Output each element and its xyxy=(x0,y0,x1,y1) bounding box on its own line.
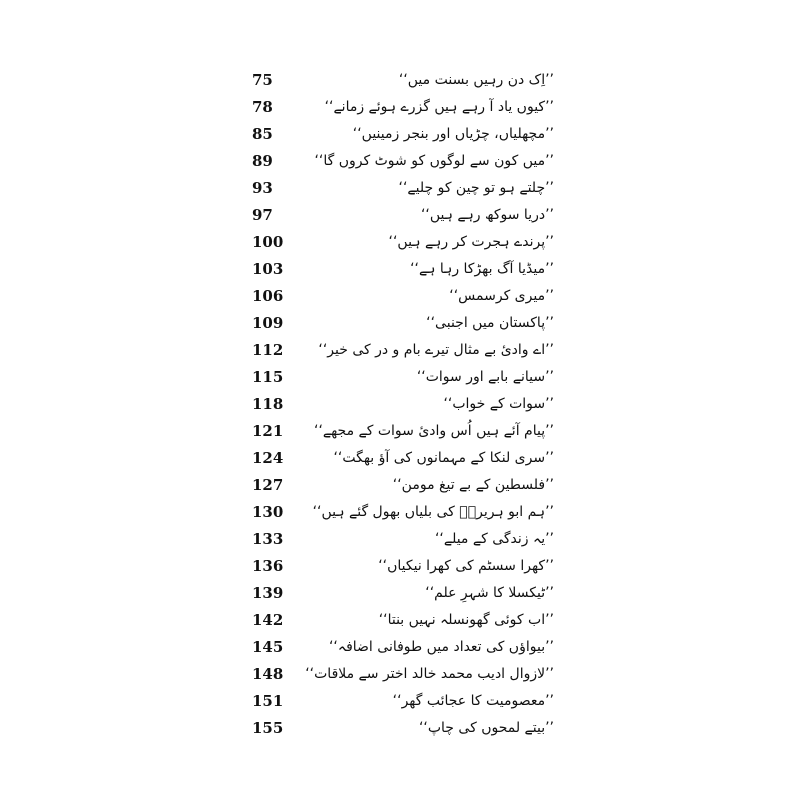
toc-title: ’’سوات کے خواب‘‘ xyxy=(443,396,554,412)
toc-page-number: 127 xyxy=(252,476,284,494)
toc-page-number: 106 xyxy=(252,287,284,305)
toc-entry xyxy=(0,94,800,121)
toc-entry xyxy=(0,337,800,364)
toc-page-number: 151 xyxy=(252,692,284,710)
toc-page-number: 85 xyxy=(252,125,273,143)
toc-entry xyxy=(0,310,800,337)
toc-entry xyxy=(0,688,800,715)
toc-entry xyxy=(0,121,800,148)
toc-page-number: 118 xyxy=(252,395,284,413)
toc-entry xyxy=(0,283,800,310)
toc-entry xyxy=(0,229,800,256)
toc-title: ’’دریا سوکھ رہے ہیں‘‘ xyxy=(420,207,554,223)
toc-title: ’’پیام آئے ہیں اُس وادیٔ سوات کے مجھے‘‘ xyxy=(314,423,554,439)
toc-page-number: 130 xyxy=(252,503,284,521)
toc-page-number: 100 xyxy=(252,233,284,251)
toc-entry xyxy=(0,499,800,526)
toc-page-number: 145 xyxy=(252,638,284,656)
toc-title: ’’مچھلیاں، چڑیاں اور بنجر زمینیں‘‘ xyxy=(352,126,554,142)
toc-title: ’’معصومیت کا عجائب گھر‘‘ xyxy=(392,693,554,709)
toc-entry xyxy=(0,526,800,553)
toc-title: ’’اے وادیٔ بے مثال تیرے بام و در کی خیر‘‘ xyxy=(318,342,554,358)
toc-page-number: 75 xyxy=(252,71,273,89)
toc-entry xyxy=(0,607,800,634)
toc-page-number: 93 xyxy=(252,179,273,197)
toc-page-number: 78 xyxy=(252,98,273,116)
toc-page-number: 124 xyxy=(252,449,284,467)
toc-entry xyxy=(0,175,800,202)
toc-page-number: 112 xyxy=(252,341,284,359)
toc-title: ’’سری لنکا کے مہمانوں کی آؤ بھگت‘‘ xyxy=(333,450,554,466)
toc-entry xyxy=(0,256,800,283)
table-of-contents xyxy=(0,67,800,742)
toc-title: ’’بیتے لمحوں کی چاپ‘‘ xyxy=(418,720,554,736)
toc-entry xyxy=(0,634,800,661)
toc-title: ’’میری کرسمس‘‘ xyxy=(449,288,554,304)
toc-page-number: 133 xyxy=(252,530,284,548)
toc-title: ’’لازوال ادیب محمد خالد اختر سے ملاقات‘‘ xyxy=(305,666,554,682)
toc-page-number: 109 xyxy=(252,314,284,332)
toc-entry xyxy=(0,472,800,499)
toc-page-number: 89 xyxy=(252,152,273,170)
toc-page-number: 142 xyxy=(252,611,284,629)
toc-title: ’’سیانے بابے اور سوات‘‘ xyxy=(416,369,554,385)
toc-page-number: 148 xyxy=(252,665,284,683)
toc-title: ’’ٹیکسلا کا شہرِ علم‘‘ xyxy=(425,585,554,601)
toc-page-number: 115 xyxy=(252,368,284,386)
toc-title: ’’پاکستان میں اجنبی‘‘ xyxy=(426,315,554,331)
toc-title: ’’فلسطین کے بے تیغ مومن‘‘ xyxy=(392,477,554,493)
toc-entry xyxy=(0,715,800,742)
toc-title: ’’کھرا سسٹم کی کھرا نیکیاں‘‘ xyxy=(378,558,554,574)
toc-title: ’’ہم ابو ہریرہؓ کی بلیاں بھول گئے ہیں‘‘ xyxy=(312,504,554,520)
toc-entry xyxy=(0,580,800,607)
toc-page-number: 139 xyxy=(252,584,284,602)
toc-entry xyxy=(0,418,800,445)
toc-title: ’’پرندے ہجرت کر رہے ہیں‘‘ xyxy=(388,234,554,250)
toc-entry xyxy=(0,67,800,94)
toc-title: ’’اِک دن رہیں بسنت میں‘‘ xyxy=(398,72,554,88)
toc-entry xyxy=(0,445,800,472)
toc-title: ’’میں کون سے لوگوں کو شوٹ کروں گا‘‘ xyxy=(314,153,554,169)
toc-entry xyxy=(0,148,800,175)
toc-title: ’’یہ زندگی کے میلے‘‘ xyxy=(434,531,554,547)
toc-title: ’’اب کوئی گھونسلہ نہیں بنتا‘‘ xyxy=(378,612,554,628)
toc-entry xyxy=(0,364,800,391)
toc-page-number: 136 xyxy=(252,557,284,575)
toc-title: ’’میڈیا آگ بھڑکا رہا ہے‘‘ xyxy=(410,261,554,277)
toc-entry xyxy=(0,202,800,229)
toc-entry xyxy=(0,553,800,580)
toc-page-number: 103 xyxy=(252,260,284,278)
toc-title: ’’بیواؤں کی تعداد میں طوفانی اضافہ‘‘ xyxy=(328,639,554,655)
toc-page-number: 121 xyxy=(252,422,284,440)
toc-title: ’’کیوں یاد آ رہے ہیں گزرے ہوئے زمانے‘‘ xyxy=(324,99,554,115)
toc-title: ’’چلتے ہو تو چین کو چلیے‘‘ xyxy=(398,180,554,196)
toc-page-number: 97 xyxy=(252,206,273,224)
toc-entry xyxy=(0,661,800,688)
toc-entry xyxy=(0,391,800,418)
toc-page-number: 155 xyxy=(252,719,284,737)
